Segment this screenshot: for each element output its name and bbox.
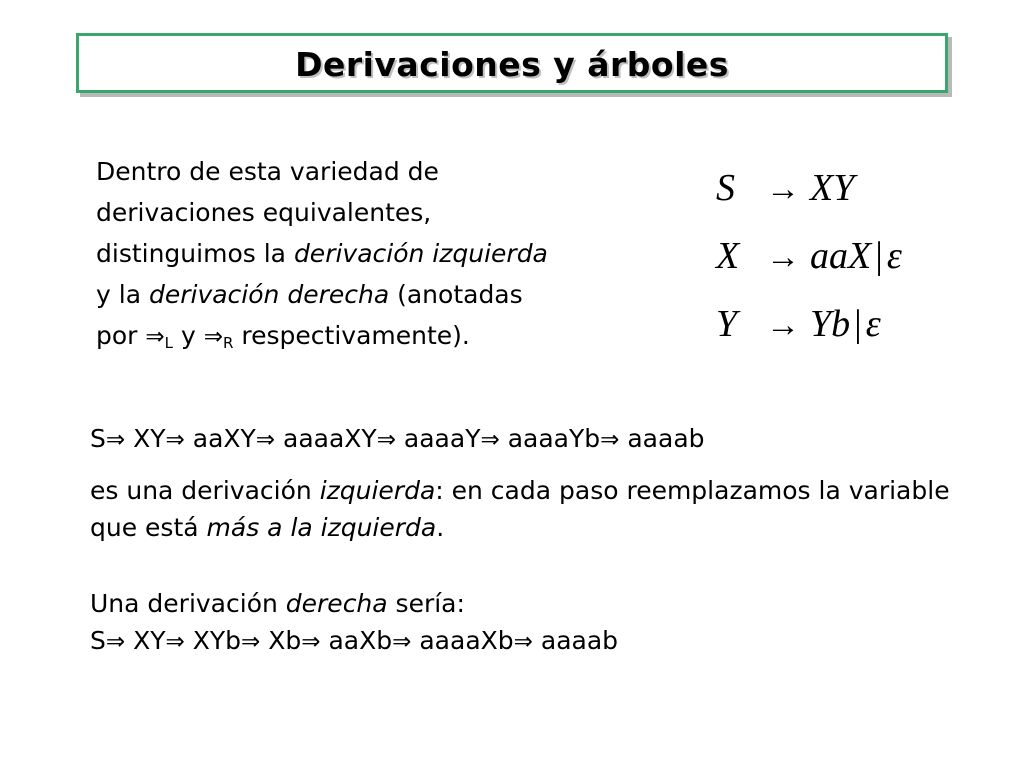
epsilon-symbol: ε bbox=[886, 235, 902, 277]
epsilon-symbol: ε bbox=[865, 303, 881, 345]
intro-line-4-tail: (anotadas bbox=[389, 280, 523, 309]
intro-line-3 bbox=[96, 239, 548, 268]
left-derivation-explanation bbox=[90, 472, 990, 546]
production-arrow-icon: → bbox=[766, 239, 800, 276]
rule-rhs: Yb bbox=[810, 303, 851, 345]
derives-arrow-icon: ⇒ bbox=[105, 427, 126, 453]
derivation-step: aaaab bbox=[619, 424, 705, 453]
rule-separator: | bbox=[854, 303, 862, 345]
derivation-step: Xb bbox=[260, 626, 302, 655]
rule-separator: | bbox=[875, 235, 883, 277]
derivation-step: S bbox=[90, 626, 106, 655]
left-derivation-term: derivación izquierda bbox=[293, 239, 548, 268]
derivation-step: aaaaXY bbox=[275, 424, 377, 453]
intro-line-5-and: y bbox=[173, 321, 204, 350]
rule-rhs: aaX bbox=[810, 235, 872, 277]
right-derivation-label bbox=[90, 585, 990, 622]
derivation-step: aaXY bbox=[184, 424, 256, 453]
explanation-izquierda: izquierda bbox=[319, 476, 436, 505]
derivation-step: aaaaYb bbox=[499, 424, 601, 453]
rule-rhs: XY bbox=[810, 167, 855, 209]
explanation-text: es una derivación bbox=[90, 476, 320, 505]
rule-lhs: S bbox=[716, 167, 735, 209]
intro-paragraph bbox=[96, 151, 676, 364]
derivation-step: aaaaXb bbox=[411, 626, 514, 655]
derivation-step: aaaaY bbox=[395, 424, 481, 453]
right-derivation-section bbox=[90, 585, 990, 661]
derives-arrow-icon: ⇒ bbox=[203, 324, 224, 350]
derives-arrow-icon: ⇒ bbox=[392, 629, 412, 655]
derives-arrow-icon: ⇒ bbox=[513, 629, 533, 655]
explanation-text-mid: : en cada paso reemplazamos la variable que está bbox=[90, 476, 950, 542]
production-arrow-icon: → bbox=[766, 171, 800, 208]
derives-arrow-icon: ⇒ bbox=[241, 629, 261, 655]
intro-line-4 bbox=[96, 280, 523, 309]
rule-lhs: X bbox=[716, 235, 740, 277]
rule-lhs: Y bbox=[716, 303, 738, 345]
derives-arrow-icon: ⇒ bbox=[480, 427, 500, 453]
right-label-text: Una derivación bbox=[90, 589, 286, 618]
intro-line-3-text: distinguimos la bbox=[96, 239, 294, 268]
grammar-rule-y bbox=[716, 296, 996, 364]
explanation-text-end: . bbox=[436, 513, 445, 542]
title-box bbox=[76, 33, 948, 93]
derivation-step: S bbox=[90, 424, 106, 453]
derivation-step: XY bbox=[125, 626, 166, 655]
derivation-step: XYb bbox=[184, 626, 242, 655]
intro-line-5 bbox=[96, 321, 470, 350]
derives-arrow-icon: ⇒ bbox=[255, 427, 276, 453]
derives-arrow-icon: ⇒ bbox=[600, 427, 620, 453]
derives-arrow-icon: ⇒ bbox=[145, 324, 165, 350]
subscript-l: L bbox=[164, 334, 174, 352]
grammar-rule-s bbox=[716, 160, 996, 228]
left-derivation-sequence bbox=[90, 418, 990, 461]
derivation-step: XY bbox=[125, 424, 166, 453]
intro-line-1: Dentro de esta variedad de bbox=[96, 157, 439, 186]
right-derivation-term: derivación derecha bbox=[148, 280, 390, 309]
derives-arrow-icon: ⇒ bbox=[165, 427, 185, 453]
intro-line-4-text: y la bbox=[96, 280, 149, 309]
right-label-derecha: derecha bbox=[285, 589, 388, 618]
intro-line-5-tail: respectivamente). bbox=[233, 321, 470, 350]
grammar-rule-x bbox=[716, 228, 996, 296]
subscript-r: R bbox=[223, 334, 234, 352]
derives-arrow-icon: ⇒ bbox=[165, 629, 185, 655]
derives-arrow-icon: ⇒ bbox=[376, 427, 396, 453]
derivation-step: aaXb bbox=[320, 626, 393, 655]
explanation-mas-izquierda: más a la izquierda bbox=[206, 513, 437, 542]
derivation-step: aaaab bbox=[532, 626, 619, 655]
page-title: Derivaciones y árboles bbox=[295, 45, 729, 84]
right-derivation-sequence bbox=[90, 622, 990, 661]
right-label-tail: sería: bbox=[387, 589, 465, 618]
intro-line-2: derivaciones equivalentes, bbox=[96, 198, 432, 227]
grammar-rules bbox=[716, 160, 996, 364]
derives-arrow-icon: ⇒ bbox=[301, 629, 321, 655]
production-arrow-icon: → bbox=[766, 307, 800, 344]
derives-arrow-icon: ⇒ bbox=[105, 629, 126, 655]
intro-line-5-text: por bbox=[96, 321, 146, 350]
